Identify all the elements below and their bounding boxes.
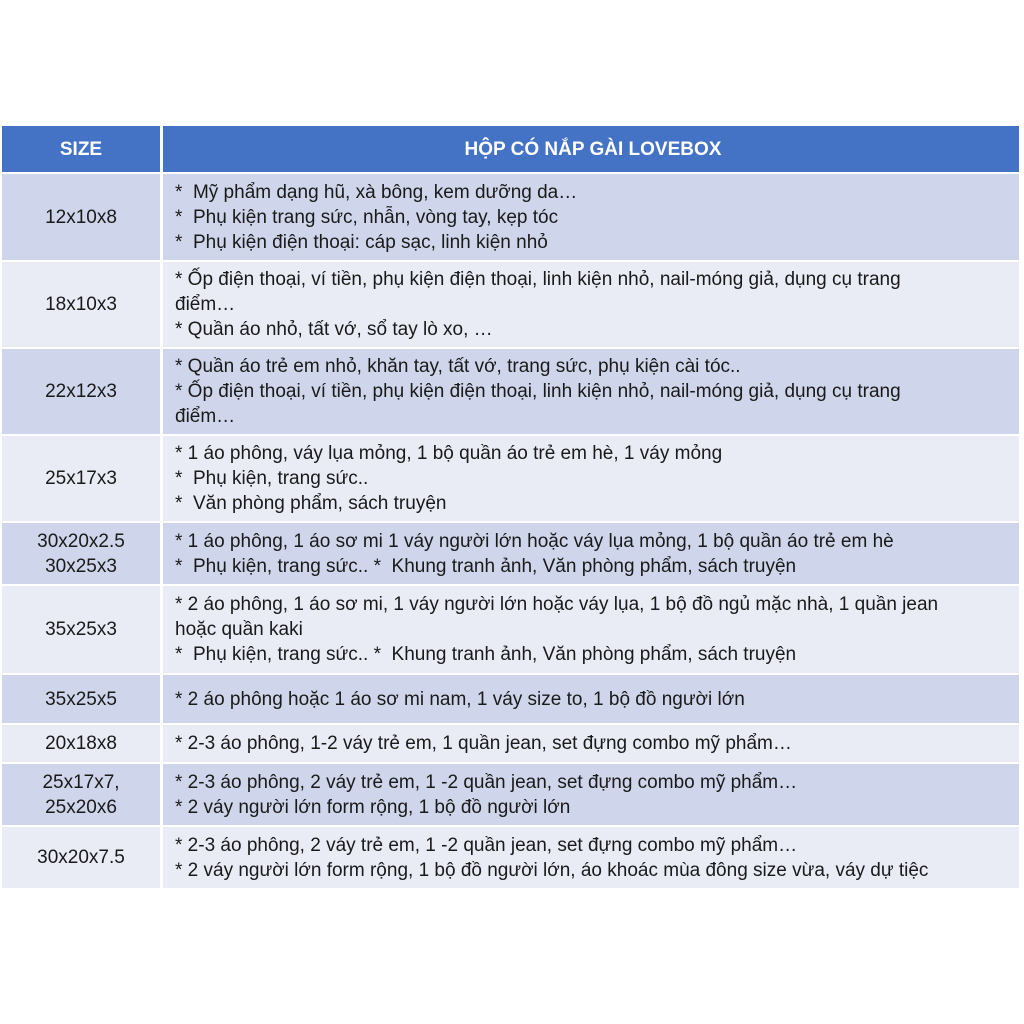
table-row <box>2 262 1019 349</box>
description-line: * Ốp điện thoại, ví tiền, phụ kiện điện thoại, linh kiện nhỏ, nail-móng giả, dụng cụ trang <box>175 381 901 402</box>
table-row <box>2 523 1019 586</box>
description-line: * Văn phòng phẩm, sách truyện <box>175 493 447 514</box>
table-row <box>2 174 1019 262</box>
size-cell <box>2 586 163 673</box>
description-line: * 2-3 áo phông, 2 váy trẻ em, 1 -2 quần jean, set đựng combo mỹ phẩm… <box>175 834 798 856</box>
description-line: điểm… <box>175 406 236 427</box>
description-line: * Phụ kiện, trang sức.. <box>175 468 369 489</box>
description-line: * Phụ kiện trang sức, nhẫn, vòng tay, kẹp tóc <box>175 206 559 228</box>
description-line: * 2-3 áo phông, 1-2 váy trẻ em, 1 quần jean, set đựng combo mỹ phẩm… <box>175 733 792 754</box>
table-row <box>2 725 1019 764</box>
size-cell <box>2 827 163 888</box>
description-line: * Phụ kiện, trang sức.. * Khung tranh ảnh, Văn phòng phẩm, sách truyện <box>175 644 797 665</box>
description-line: * 2-3 áo phông, 2 váy trẻ em, 1 -2 quần jean, set đựng combo mỹ phẩm… <box>175 771 798 793</box>
description-line: * 1 áo phông, váy lụa mỏng, 1 bộ quần áo trẻ em hè, 1 váy mỏng <box>175 443 723 464</box>
description-line: * Ốp điện thoại, ví tiền, phụ kiện điện thoại, linh kiện nhỏ, nail-móng giả, dụng cụ trang <box>175 269 901 290</box>
size-cell <box>2 523 163 584</box>
size-value: 12x10x8 <box>45 206 117 228</box>
size-value: 30x20x2.5 <box>37 530 125 552</box>
description-line: điểm… <box>175 294 236 315</box>
description-line: * Quần áo nhỏ, tất vớ, sổ tay lò xo, … <box>175 319 493 340</box>
table-header <box>2 126 1019 174</box>
description-cell <box>163 523 1019 584</box>
table-row <box>2 349 1019 436</box>
table-row <box>2 827 1019 890</box>
description-column-header: HỘP CÓ NẮP GÀI LOVEBOX <box>464 138 722 160</box>
description-line: * Phụ kiện điện thoại: cáp sạc, linh kiện nhỏ <box>175 231 548 253</box>
description-cell <box>163 174 1019 260</box>
size-value: 35x25x3 <box>45 619 117 640</box>
description-line: * 2 váy người lớn form rộng, 1 bộ đồ người lớn <box>175 796 571 818</box>
table-row <box>2 436 1019 523</box>
description-cell <box>163 349 1019 434</box>
size-cell <box>2 349 163 434</box>
size-value: 35x25x5 <box>45 688 117 710</box>
description-line: * Quần áo trẻ em nhỏ, khăn tay, tất vớ, trang sức, phụ kiện cài tóc.. <box>175 356 741 377</box>
size-cell <box>2 436 163 521</box>
size-value: 30x25x3 <box>45 555 117 577</box>
size-value: 18x10x3 <box>45 294 117 315</box>
lovebox-size-table <box>2 126 1019 890</box>
description-line: * Phụ kiện, trang sức.. * Khung tranh ảnh, Văn phòng phẩm, sách truyện <box>175 555 797 577</box>
description-cell <box>163 675 1019 723</box>
size-value: 25x17x7, <box>42 771 120 793</box>
size-cell <box>2 764 163 825</box>
table-row <box>2 764 1019 827</box>
description-cell <box>163 586 1019 673</box>
size-cell <box>2 725 163 762</box>
description-line: * Mỹ phẩm dạng hũ, xà bông, kem dưỡng da… <box>175 181 578 203</box>
table-row <box>2 586 1019 675</box>
description-cell <box>163 827 1019 888</box>
description-line: hoặc quần kaki <box>175 619 303 640</box>
size-cell <box>2 174 163 260</box>
table-row <box>2 675 1019 725</box>
description-cell <box>163 436 1019 521</box>
size-cell <box>2 262 163 347</box>
description-cell <box>163 262 1019 347</box>
description-line: * 2 váy người lớn form rộng, 1 bộ đồ người lớn, áo khoác mùa đông size vừa, váy dự tiệc <box>175 859 929 881</box>
size-value: 30x20x7.5 <box>37 847 125 868</box>
size-value: 20x18x8 <box>45 733 117 754</box>
size-column-header: SIZE <box>2 126 163 172</box>
description-line: * 2 áo phông hoặc 1 áo sơ mi nam, 1 váy size to, 1 bộ đồ người lớn <box>175 688 745 710</box>
description-cell <box>163 764 1019 825</box>
size-value: 22x12x3 <box>45 381 117 402</box>
size-cell <box>2 675 163 723</box>
size-value: 25x17x3 <box>45 468 117 489</box>
size-value: 25x20x6 <box>45 796 117 818</box>
description-line: * 1 áo phông, 1 áo sơ mi 1 váy người lớn hoặc váy lụa mỏng, 1 bộ quần áo trẻ em hè <box>175 530 894 552</box>
description-line: * 2 áo phông, 1 áo sơ mi, 1 váy người lớn hoặc váy lụa, 1 bộ đồ ngủ mặc nhà, 1 quần jean <box>175 594 939 615</box>
description-cell <box>163 725 1019 762</box>
